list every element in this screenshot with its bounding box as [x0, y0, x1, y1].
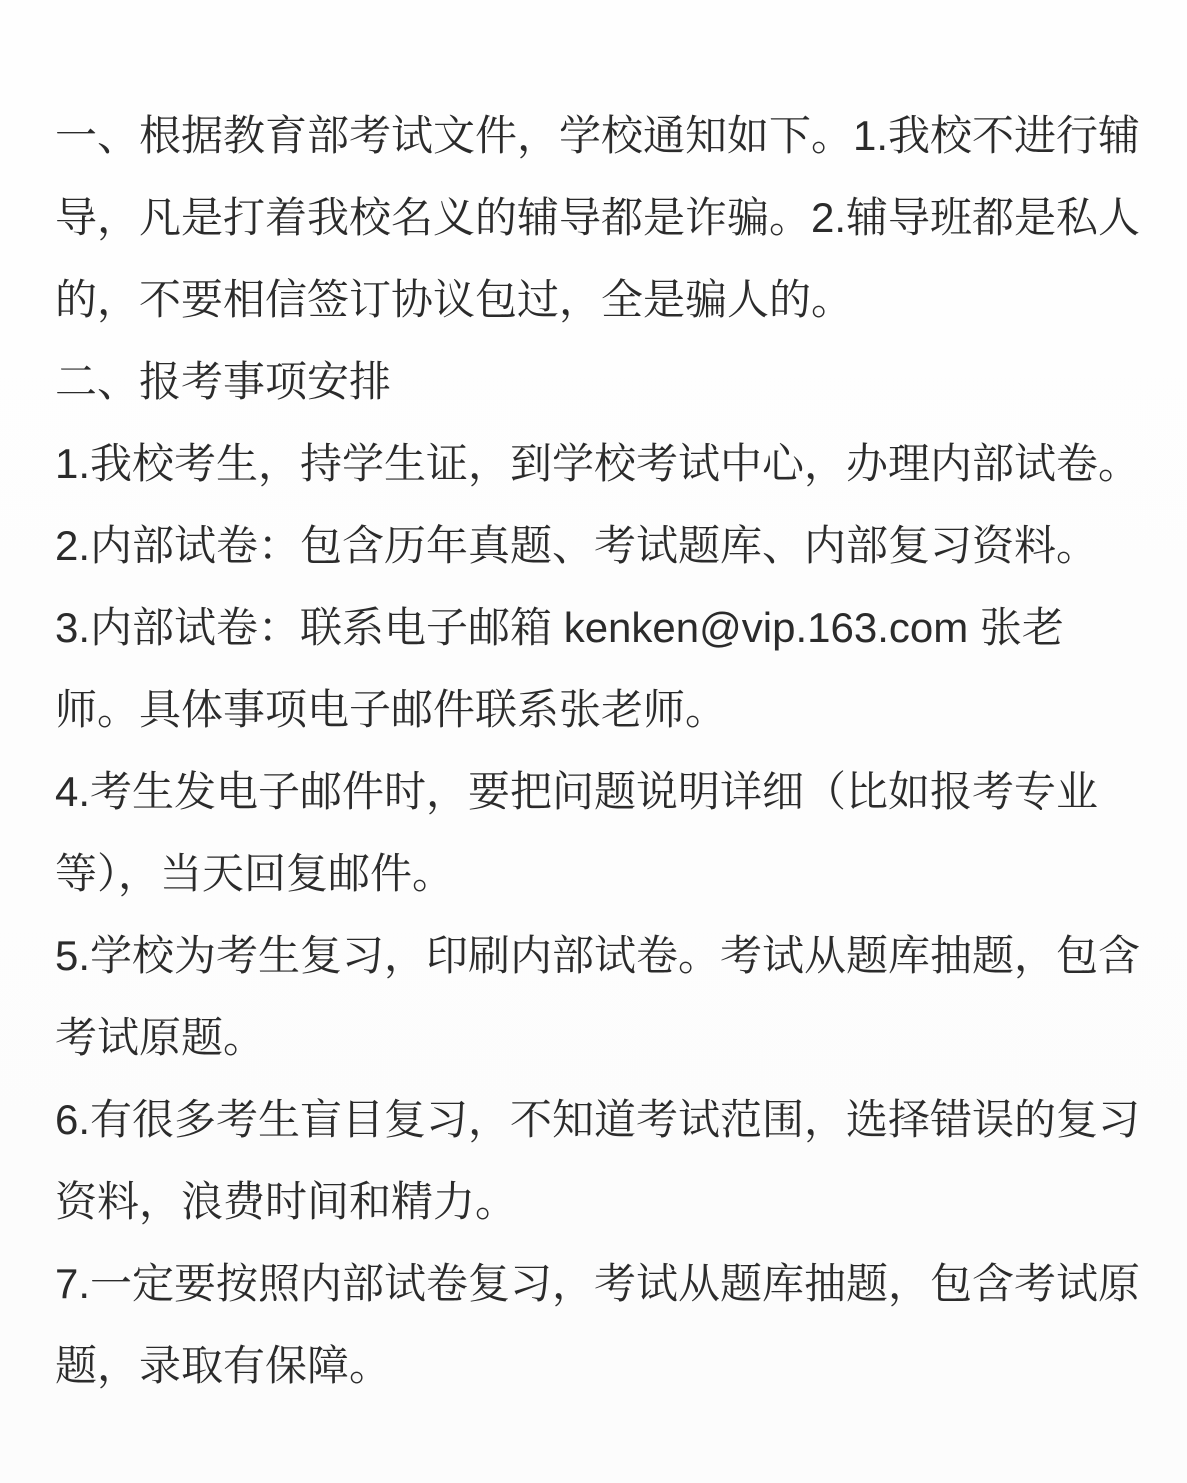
text-line: 师。具体事项电子邮件联系张老师。	[55, 686, 728, 733]
text-line: 导，凡是打着我校名义的辅导都是诈骗。2.辅导班都是私人	[55, 194, 1141, 241]
text-line: 资料，浪费时间和精力。	[55, 1178, 518, 1225]
text-line: 7.一定要按照内部试卷复习，考试从题库抽题，包含考试原	[55, 1260, 1141, 1307]
text-line: 5.学校为考生复习，印刷内部试卷。考试从题库抽题，包含	[55, 932, 1141, 979]
text-line: 1.我校考生，持学生证，到学校考试中心，办理内部试卷。	[55, 440, 1141, 487]
section-heading: 二、报考事项安排	[55, 358, 392, 405]
text-line: 一、根据教育部考试文件，学校通知如下。1.我校不进行辅	[55, 112, 1141, 159]
text-line-with-email: 3.内部试卷：联系电子邮箱 kenken@vip.163.com 张老	[55, 604, 1064, 651]
text-line: 题，录取有保障。	[55, 1342, 392, 1389]
text-line: 2.内部试卷：包含历年真题、考试题库、内部复习资料。	[55, 522, 1099, 569]
text-line: 4.考生发电子邮件时，要把问题说明详细（比如报考专业	[55, 768, 1099, 815]
text-line: 6.有很多考生盲目复习，不知道考试范围，选择错误的复习	[55, 1096, 1141, 1143]
text-line: 的，不要相信签订协议包过，全是骗人的。	[55, 276, 854, 323]
text-line: 考试原题。	[55, 1014, 266, 1061]
text-line: 等），当天回复邮件。	[55, 850, 455, 897]
